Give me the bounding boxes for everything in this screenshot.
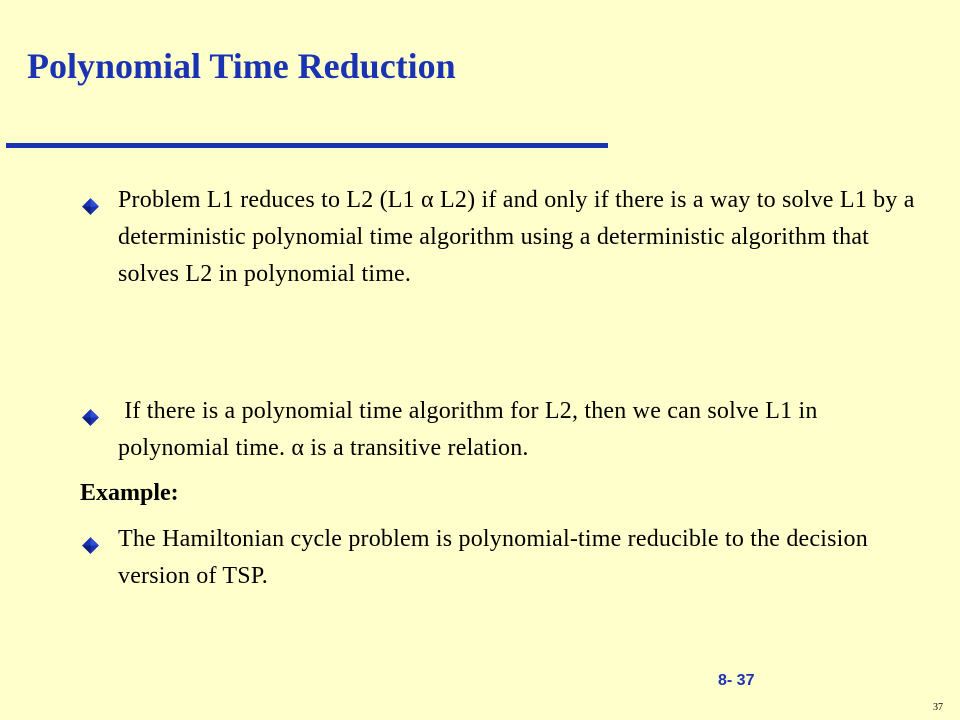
bullet-item xyxy=(80,521,920,595)
bullet-item xyxy=(80,393,920,467)
diamond-bullet-icon xyxy=(80,535,101,556)
page-number: 37 xyxy=(933,702,943,713)
bullet-text: Problem L1 reduces to L2 (L1 α L2) if and only if there is a way to solve L1 by a deterministic polynomial time algorithm using a deterministic algorithm that solves L2 in polynomial time. xyxy=(118,187,915,287)
slide-number: 8- 37 xyxy=(718,672,755,689)
diamond-bullet-icon xyxy=(80,407,101,428)
title-underline xyxy=(6,143,608,148)
bullet-text: The Hamiltonian cycle problem is polynomial-time reducible to the decision version of TSP. xyxy=(118,526,868,589)
example-label: Example: xyxy=(80,480,179,506)
bullet-item xyxy=(80,182,920,293)
diamond-bullet-icon xyxy=(80,196,101,217)
slide-title: Polynomial Time Reduction xyxy=(27,46,456,86)
bullet-text: If there is a polynomial time algorithm for L2, then we can solve L1 in polynomial time. α is a transitive relation. xyxy=(118,398,824,461)
